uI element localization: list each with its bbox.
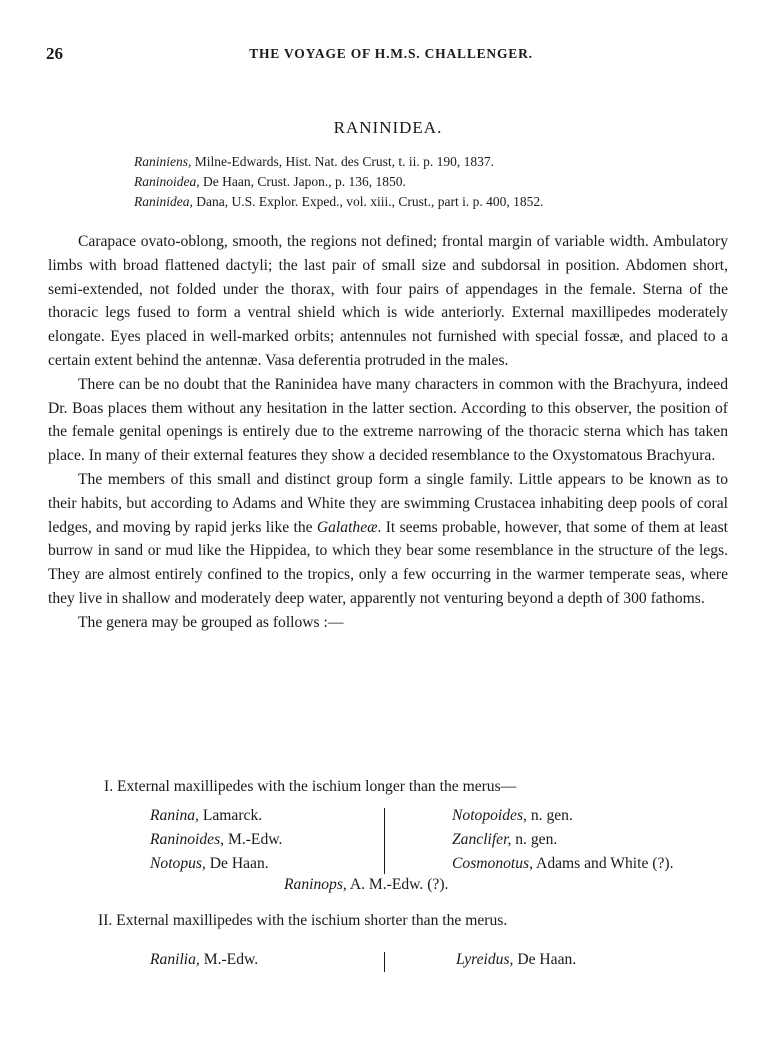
column-divider xyxy=(384,952,385,972)
genus-name: Ranilia, xyxy=(150,951,200,968)
running-title: THE VOYAGE OF H.M.S. CHALLENGER. xyxy=(249,46,533,61)
synonym-reference: Milne-Edwards, Hist. Nat. des Crust, t. ii. p. 190, 1837. xyxy=(191,154,494,169)
synonym-name: Raninoidea, xyxy=(134,174,200,189)
paragraph-habits xyxy=(48,468,728,611)
paragraph-description: Carapace ovato-oblong, smooth, the regions not defined; frontal margin of variable width. Ambulatory limbs with broad flattened dactyli; the last pair of small size and subdorsal in position. Abdomen short, semi-extended, not folded under the thorax, with four pairs of appendages in the female. Sterna of the thoracic legs fused to form a ventral shield which is wide anteriorly. External maxillipedes moderately elongate. Eyes placed in well-marked orbits; antennules not furnished with special fossæ, and placed to a certain extent behind the antennæ. Vasa deferentia protruded in the males. xyxy=(48,233,728,369)
genus-column-right xyxy=(456,948,576,972)
genus-author: n. gen. xyxy=(511,831,558,848)
page-header xyxy=(46,44,736,68)
genus-author: De Haan. xyxy=(513,951,577,968)
genus-entry xyxy=(150,828,282,852)
genus-author: De Haan. xyxy=(205,855,269,872)
genus-name: Ranina, xyxy=(150,807,199,824)
genus-entry xyxy=(150,948,258,972)
synonym-name: Raniniens, xyxy=(134,154,192,169)
genus-author: n. gen. xyxy=(526,807,573,824)
paragraph-grouping-intro: The genera may be grouped as follows :— xyxy=(78,613,344,631)
genus-name: Galatheæ xyxy=(316,518,378,536)
genus-name: Zanclifer, xyxy=(452,831,512,848)
genus-entry xyxy=(452,852,673,876)
genus-name: Notopus, xyxy=(150,855,206,872)
genus-entry xyxy=(452,828,673,852)
synonym-reference: De Haan, Crust. Japon., p. 136, 1850. xyxy=(199,174,406,189)
synonym-entry xyxy=(134,192,734,212)
genus-entry xyxy=(150,852,282,876)
genus-entry-centered xyxy=(284,876,448,894)
genus-column-right xyxy=(452,804,673,876)
genus-column-left xyxy=(150,804,282,876)
paragraph-habits-text: The members of this small and distinct group form a single family. Little appears to be known as to their habits, but according to Adams and White they are swimming Crustacea inhabiting deep pools of coral ledges, and moving by rapid jerks like the xyxy=(48,470,728,536)
genus-author: M.-Edw. xyxy=(199,951,259,968)
paragraph-affinities: There can be no doubt that the Raninidea have many characters in common with the Brachyura, indeed Dr. Boas places them without any hesitation in the latter section. According to this observer, the position of the female genital openings is entirely due to the extreme narrowing of the thoracic sterna which has taken place. In many of their external features they show a decided resemblance to the Oxystomatous Brachyura. xyxy=(48,375,728,465)
genus-entry xyxy=(452,804,673,828)
paragraph-habits-text: . It seems probable, however, that some of them at least burrow in sand or mud like the Hippidea, to which they bear some resemblance in the structure of the legs. They are almost entirely confined to the tropics, only a few occurring in the warmer temperate seas, where they live in shallow and moderately deep water, apparently not venturing beyond a depth of 300 fathoms. xyxy=(48,518,728,607)
genus-name: Raninoides, xyxy=(150,831,225,848)
group-heading: II. External maxillipedes with the ischium shorter than the merus. xyxy=(98,912,508,929)
synonymy-list xyxy=(134,152,734,212)
genus-name: Cosmonotus, xyxy=(452,855,534,872)
synonym-entry xyxy=(134,152,734,172)
group-heading: I. External maxillipedes with the ischium longer than the merus— xyxy=(104,778,517,795)
genus-author: M.-Edw. xyxy=(224,831,283,848)
synonym-name: Raninidea, xyxy=(134,194,193,209)
genus-name: Raninops, xyxy=(284,876,347,893)
genus-name: Lyreidus, xyxy=(456,951,514,968)
section-title: RANINIDEA. xyxy=(333,118,443,137)
synonym-entry xyxy=(134,172,734,192)
genus-entry xyxy=(456,948,576,972)
genus-column-left xyxy=(150,948,258,972)
genus-name: Notopoides, xyxy=(452,807,527,824)
column-divider xyxy=(384,808,385,874)
genus-entry xyxy=(150,804,282,828)
genus-author: Lamarck. xyxy=(198,807,263,824)
page-number: 26 xyxy=(46,44,63,63)
body-text xyxy=(48,230,728,635)
genus-author: Adams and White (?). xyxy=(533,855,674,872)
synonym-reference: Dana, U.S. Explor. Exped., vol. xiii., Crust., part i. p. 400, 1852. xyxy=(192,194,544,209)
genus-author: A. M.-Edw. (?). xyxy=(346,876,449,893)
